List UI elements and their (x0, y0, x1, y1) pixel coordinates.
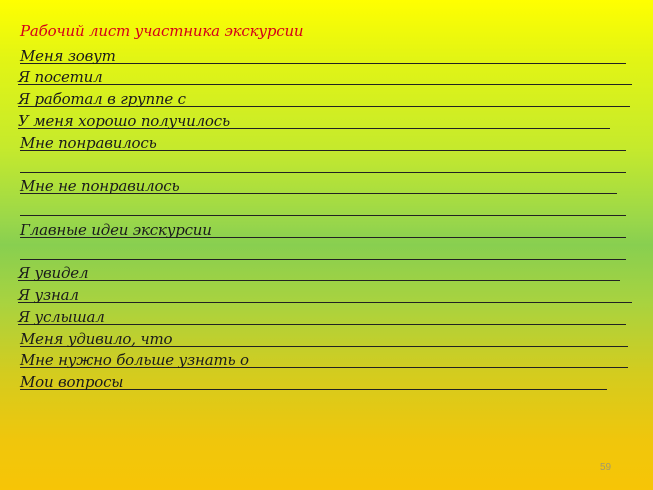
field-label: Мне понравилось (20, 134, 157, 152)
field-name (20, 42, 626, 64)
field-label: Мне не понравилось (20, 177, 180, 195)
field-learned (18, 281, 632, 303)
field-disliked-continued (20, 194, 626, 216)
field-main-ideas-continued (20, 238, 626, 260)
field-label: Я посетил (18, 68, 103, 86)
field-label: Я узнал (18, 286, 79, 304)
field-disliked (20, 172, 617, 194)
field-succeeded (18, 107, 610, 129)
field-label: У меня хорошо получилось (18, 112, 230, 130)
worksheet-title: Рабочий лист участника экскурсии (20, 22, 304, 40)
field-visited (18, 63, 632, 85)
field-surprised (20, 325, 628, 347)
field-group (18, 85, 630, 107)
field-main-ideas (20, 216, 626, 238)
field-liked (20, 129, 626, 151)
field-saw (18, 259, 620, 281)
field-label: Меня удивило, что (20, 330, 173, 348)
field-liked-continued (20, 151, 626, 173)
field-label: Главные идеи экскурсии (20, 221, 212, 239)
field-label: Мне нужно больше узнать о (20, 351, 249, 369)
field-label: Меня зовут (20, 47, 116, 65)
field-label: Я услышал (18, 308, 105, 326)
page-number: 59 (600, 462, 612, 473)
field-label: Я работал в группе с (18, 90, 186, 108)
field-label: Я увидел (18, 264, 89, 282)
field-questions (20, 368, 607, 390)
field-learn-more (20, 346, 628, 368)
field-label: Мои вопросы (20, 373, 124, 391)
field-heard (18, 303, 626, 325)
